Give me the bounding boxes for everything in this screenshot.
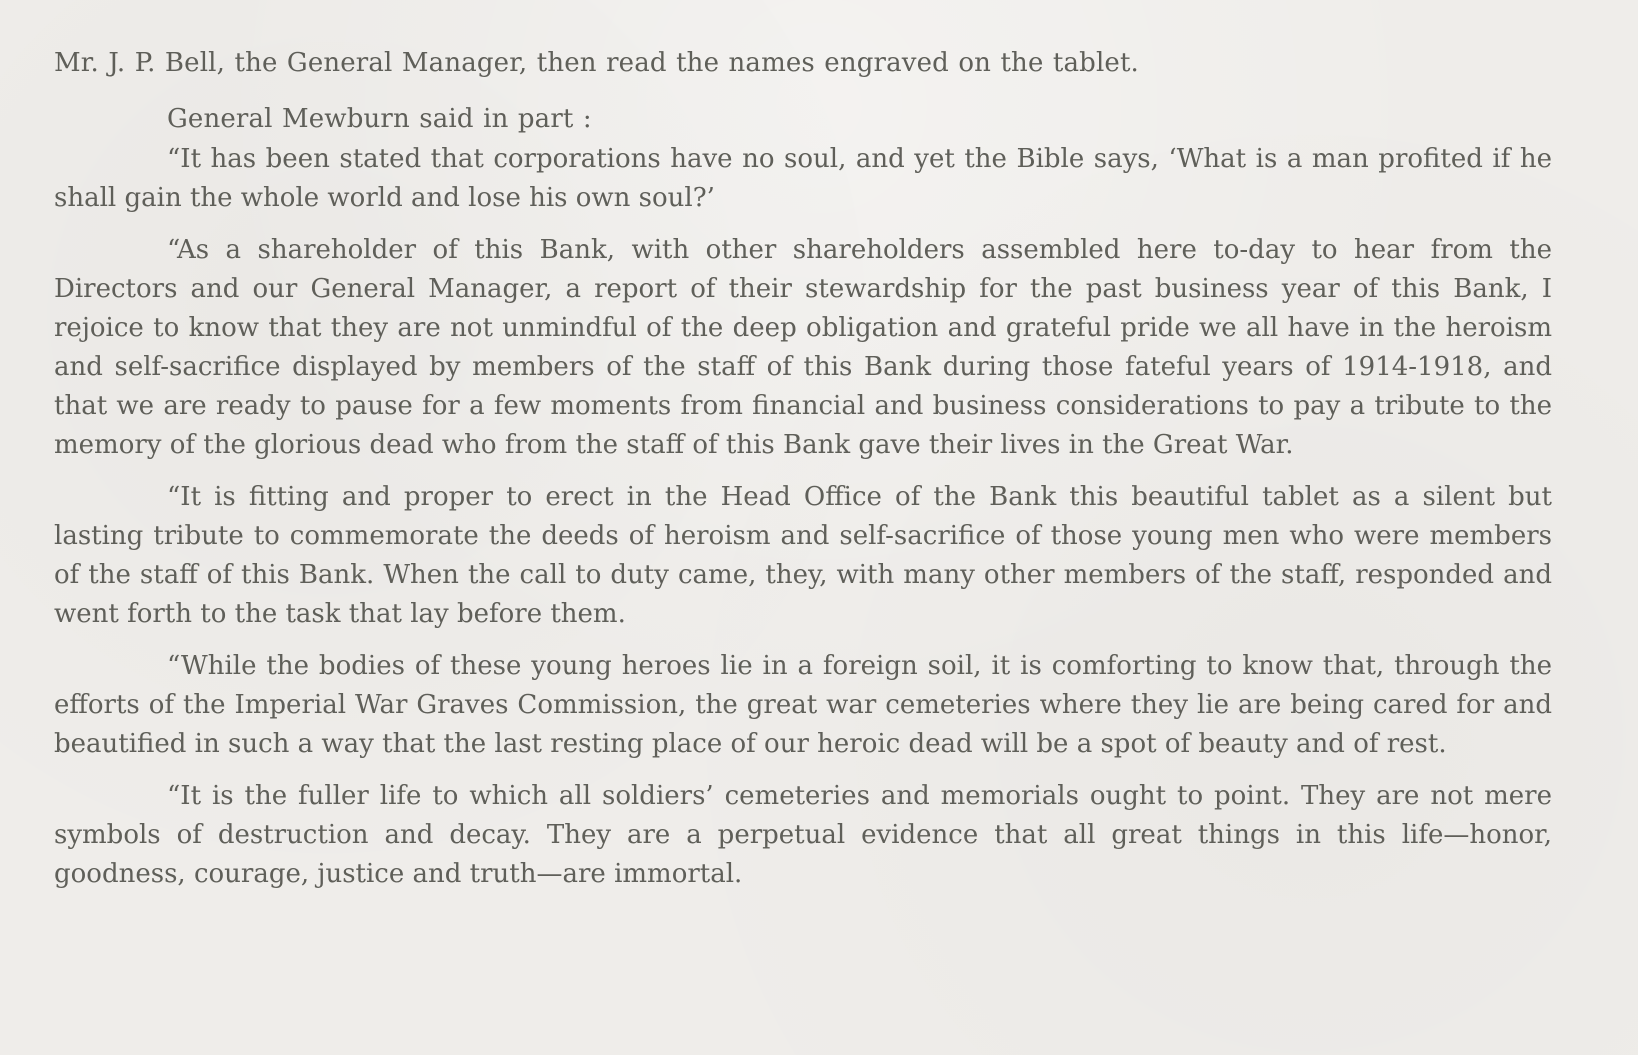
paragraph-bible-quote: “It has been stated that corporations have no soul, and yet the Bible says, ‘What is a man profited if he shall gain the whole world and lose his own soul?’ — [54, 144, 1552, 213]
paragraph-tablet: “It is fitting and proper to erect in the Head Office of the Bank this beautiful tablet as a silent but lasting tribute to commemorate the deeds of heroism and self-sacrifice of those young men who were members of the staff of this Bank. When the call to duty came, they, with many other members of the staff, responded and went forth to the task that lay before them. — [54, 482, 1552, 629]
paragraph-fuller-life: “It is the fuller life to which all soldiers’ cemeteries and memorials ought to point. They are not mere symbols of destruction and decay. They are a perpetual evidence that all great things in this life—honor, goodness, courage, justice and truth—are immortal. — [54, 781, 1552, 889]
intro-line: General Mewburn said in part : — [167, 104, 592, 134]
paragraph-shareholder: “As a shareholder of this Bank, with other shareholders assembled here to-day to hear from the Directors and our General Manager, a report of their stewardship for the past business year of this Bank, I rejoice to know that they are not unmindful of the deep obligation and grateful pride we all have in the heroism and self-sacrifice displayed by members of the staff of this Bank during those fateful years of 1914-1918, and that we are ready to pause for a few moments from financial and business considerations to pay a tribute to the memory of the glorious dead who from the staff of this Bank gave their lives in the Great War. — [54, 235, 1552, 460]
opening-line: Mr. J. P. Bell, the General Manager, then read the names engraved on the tablet. — [54, 48, 1139, 78]
paragraph-war-graves: “While the bodies of these young heroes lie in a foreign soil, it is comforting to know that, through the efforts of the Imperial War Graves Commission, the great war cemeteries where they lie are being cared for and beautified in such a way that the last resting place of our heroic dead will be a spot of beauty and of rest. — [54, 651, 1552, 759]
